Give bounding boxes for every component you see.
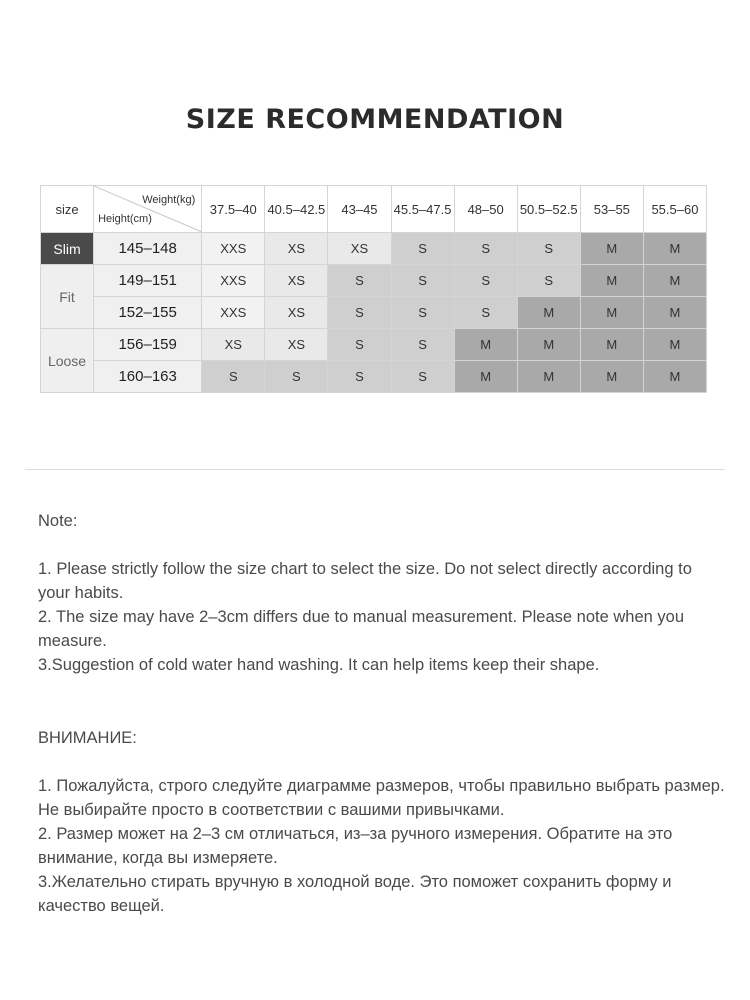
size-cell: S: [391, 329, 454, 361]
size-cell: S: [328, 361, 391, 393]
size-cell: M: [643, 297, 706, 329]
size-cell: XS: [202, 329, 265, 361]
weight-header: 50.5–52.5: [517, 186, 580, 233]
size-cell: S: [328, 329, 391, 361]
note-item: 3.Желательно стирать вручную в холодной воде. Это поможет сохранить форму и качество вещей.: [38, 873, 672, 915]
height-label: Height(cm): [98, 213, 152, 225]
size-cell: M: [517, 329, 580, 361]
weight-header: 55.5–60: [643, 186, 706, 233]
size-cell: XS: [265, 265, 328, 297]
size-cell: S: [328, 297, 391, 329]
size-cell: S: [391, 297, 454, 329]
size-cell: XS: [265, 329, 328, 361]
table-row: [41, 265, 707, 297]
table-row: [41, 233, 707, 265]
size-cell: S: [265, 361, 328, 393]
size-chart-table: [40, 185, 707, 393]
weight-header: 45.5–47.5: [391, 186, 454, 233]
table-row: [41, 297, 707, 329]
note-item: 3.Suggestion of cold water hand washing. It can help items keep their shape.: [38, 656, 600, 674]
size-cell: M: [454, 361, 517, 393]
size-cell: S: [454, 265, 517, 297]
page-title: SIZE RECOMMENDATION: [185, 104, 565, 135]
size-cell: M: [517, 297, 580, 329]
table-header-row: [41, 186, 707, 233]
size-cell: XS: [265, 233, 328, 265]
size-cell: XXS: [202, 233, 265, 265]
size-cell: S: [517, 233, 580, 265]
note-item: 1. Please strictly follow the size chart to select the size. Do not select directly according to your habits.: [38, 560, 692, 602]
note-item: 2. The size may have 2–3cm differs due to manual measurement. Please note when you measure.: [38, 608, 685, 650]
weight-header: 53–55: [580, 186, 643, 233]
size-cell: M: [517, 361, 580, 393]
size-cell: M: [580, 361, 643, 393]
size-cell: M: [580, 297, 643, 329]
weight-label: Weight(kg): [142, 194, 196, 206]
size-cell: XXS: [202, 297, 265, 329]
size-header: size: [41, 186, 94, 233]
size-cell: S: [328, 265, 391, 297]
weight-height-header: [94, 186, 202, 233]
height-cell: 152–155: [94, 297, 202, 329]
size-cell: S: [517, 265, 580, 297]
notes-russian: [38, 726, 728, 918]
note-item: 2. Размер может на 2–3 см отличаться, из–за ручного измерения. Обратите на это внимание, когда вы измеряете.: [38, 825, 673, 867]
size-cell: M: [580, 233, 643, 265]
size-cell: S: [454, 297, 517, 329]
size-cell: M: [643, 265, 706, 297]
size-cell: M: [580, 329, 643, 361]
size-cell: S: [202, 361, 265, 393]
weight-header: 43–45: [328, 186, 391, 233]
size-cell: M: [643, 233, 706, 265]
section-divider: [25, 469, 725, 470]
size-cell: M: [643, 329, 706, 361]
size-cell: S: [454, 233, 517, 265]
size-cell: S: [391, 233, 454, 265]
fit-label: Fit: [41, 265, 94, 329]
fit-label: Loose: [41, 329, 94, 393]
height-cell: 145–148: [94, 233, 202, 265]
weight-header: 48–50: [454, 186, 517, 233]
size-cell: XS: [328, 233, 391, 265]
size-cell: XS: [265, 297, 328, 329]
table-row: [41, 329, 707, 361]
weight-header: 37.5–40: [202, 186, 265, 233]
table-row: [41, 361, 707, 393]
size-cell: M: [580, 265, 643, 297]
size-cell: M: [454, 329, 517, 361]
diagonal-divider: [94, 186, 202, 232]
note-item: 1. Пожалуйста, строго следуйте диаграмме размеров, чтобы правильно выбрать размер. Не выбирайте просто в соответствии с вашими привычками.: [38, 777, 725, 819]
notes-heading: ВНИМАНИЕ:: [38, 729, 137, 747]
weight-header: 40.5–42.5: [265, 186, 328, 233]
size-cell: M: [643, 361, 706, 393]
size-cell: S: [391, 361, 454, 393]
notes-english: [38, 509, 728, 677]
fit-label: Slim: [41, 233, 94, 265]
height-cell: 156–159: [94, 329, 202, 361]
size-cell: S: [391, 265, 454, 297]
size-cell: XXS: [202, 265, 265, 297]
notes-heading: Note:: [38, 512, 78, 530]
height-cell: 149–151: [94, 265, 202, 297]
height-cell: 160–163: [94, 361, 202, 393]
